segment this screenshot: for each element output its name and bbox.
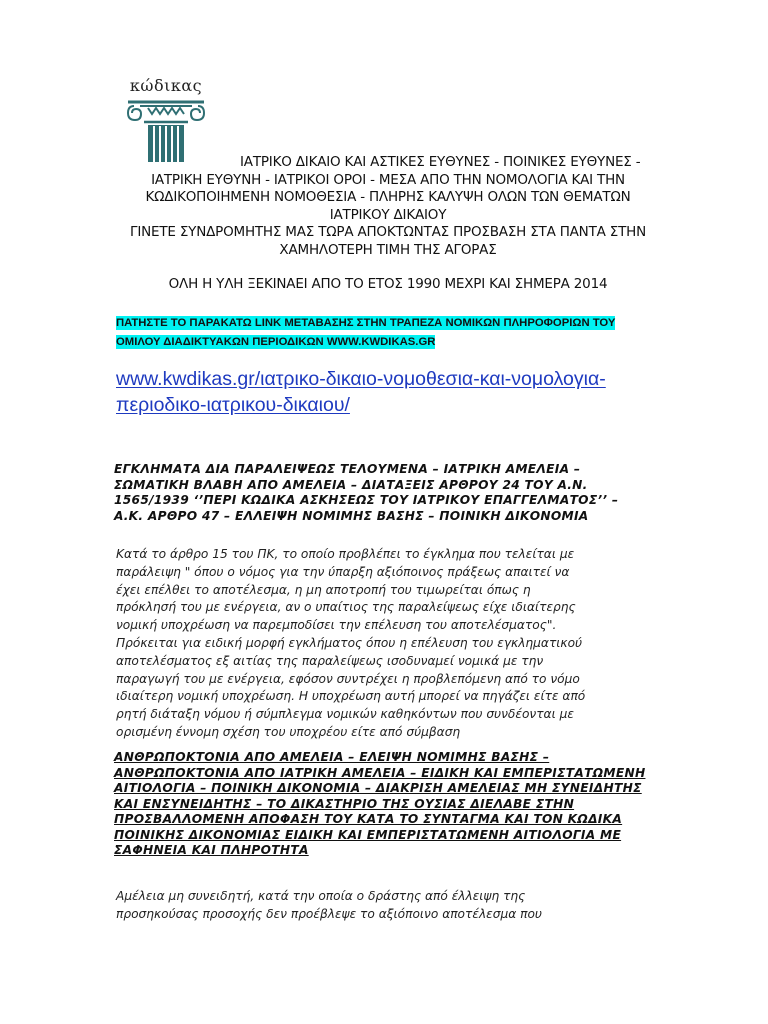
heading-line: ΑΙΤΙΟΛΟΓΙΑ – ΠΟΙΝΙΚΗ ΔΙΚΟΝΟΜΙΑ – ΔΙΑΚΡΙΣΗ ΑΜΕΛΕΙΑΣ ΜΗ ΣΥΝΕΙΔΗΤΗΣ xyxy=(114,781,642,795)
heading-line: ΣΩΜΑΤΙΚΗ ΒΛΑΒΗ ΑΠΟ ΑΜΕΛΕΙΑ – ΔΙΑΤΑΞΕΙΣ ΑΡΘΡΟΥ 24 ΤΟΥ Α.Ν. xyxy=(114,477,588,492)
logo-text: κώδικας xyxy=(129,76,203,95)
body-line: Αμέλεια μη συνειδητή, κατά την οποία ο δράστης από έλλειψη της xyxy=(116,889,526,903)
heading-line: 1565/1939 ‘’ΠΕΡΙ ΚΩΔΙΚΑ ΑΣΚΗΣΕΩΣ ΤΟΥ ΙΑΤΡΙΚΟΥ ΕΠΑΓΓΕΛΜΑΤΟΣ’’ – xyxy=(114,493,619,507)
heading-line: ΚΑΙ ΕΝΣΥΝΕΙΔΗΤΗΣ – ΤΟ ΔΙΚΑΣΤΗΡΙΟ ΤΗΣ ΟΥΣΙΑΣ ΔΙΕΛΑΒΕ ΣΤΗΝ xyxy=(114,796,575,811)
intro-line: ΙΑΤΡΙΚΗ ΕΥΘΥΝΗ - ΙΑΤΡΙΚΟΙ ΟΡΟΙ - ΜΕΣΑ ΑΠΟ ΤΗΝ ΝΟΜΟΛΟΓΙΑ ΚΑΙ ΤΗΝ xyxy=(151,171,625,188)
ionic-column-icon xyxy=(120,96,212,162)
heading-line: ΑΝΘΡΩΠΟΚΤΟΝΙΑ ΑΠΟ ΙΑΤΡΙΚΗ ΑΜΕΛΕΙΑ – ΕΙΔΙΚΗ ΚΑΙ ΕΜΠΕΡΙΣΤΑΤΩΜΕΝΗ xyxy=(114,765,646,780)
highlight-line: ΠΑΤΗΣΤΕ ΤΟ ΠΑΡΑΚΑΤΩ LINK ΜΕΤΑΒΑΣΗΣ ΣΤΗΝ ΤΡΑΠΕΖΑ ΝΟΜΙΚΩΝ ΠΛΗΡΟΦΟΡΙΩΝ ΤΟΥ xyxy=(116,317,616,329)
link-line[interactable]: www.kwdikas.gr/ιατρικο-δικαιο-νομοθεσια-και-νομολογια- xyxy=(116,368,606,390)
body-line: πρόκλησή του με ενέργεια, αν ο υπαίτιος της παραλείψεως είχε ιδιαίτερης xyxy=(116,600,576,615)
body-line: Πρόκειται για ειδική μορφή εγκλήματος όπου η επέλευση του εγκληματικού xyxy=(116,635,583,650)
intro-line: ΙΑΤΡΙΚΟΥ ΔΙΚΑΙΟΥ xyxy=(329,206,447,223)
intro-line: ΙΑΤΡΙΚΟ ΔΙΚΑΙΟ ΚΑΙ ΑΣΤΙΚΕΣ ΕΥΘΥΝΕΣ - ΠΟΙΝΙΚΕΣ ΕΥΘΥΝΕΣ - xyxy=(240,154,641,170)
intro-line: ΚΩΔΙΚΟΠΟΙΗΜΕΝΗ ΝΟΜΟΘΕΣΙΑ - ΠΛΗΡΗΣ ΚΑΛΥΨΗ ΟΛΩΝ ΤΩΝ ΘΕΜΑΤΩΝ xyxy=(145,189,631,205)
body-line: νομική υποχρέωση να παρεμποδίσει την επέλευση του αποτελέσματος". xyxy=(116,618,557,633)
body-line: έχει επέλθει το αποτέλεσμα, η μη αποτροπή του τιμωρείται όπως η xyxy=(116,582,531,597)
highlight-line: ΟΜΙΛΟΥ ΔΙΑΔΙΚΤΥΑΚΩΝ ΠΕΡΙΟΔΙΚΩΝ WWW.KWDIKAS.GR xyxy=(116,336,436,348)
heading-line: ΠΟΙΝΙΚΗΣ ΔΙΚΟΝΟΜΙΑΣ ΕΙΔΙΚΗ ΚΑΙ ΕΜΠΕΡΙΣΤΑΤΩΜΕΝΗ ΑΙΤΙΟΛΟΓΙΑ ΜΕ xyxy=(114,827,622,842)
coverage-range-text: ΟΛΗ Η ΥΛΗ ΞΕΚΙΝΑΕΙ ΑΠΟ ΤΟ ΕΤΟΣ 1990 ΜΕΧΡΙ ΚΑΙ ΣΗΜΕΡΑ 2014 xyxy=(168,276,608,292)
body-line: αποτελέσματος εξ αιτίας της παραλείψεως ισοδυναμεί νομικά με την xyxy=(116,653,544,668)
heading-line: ΕΓΚΛΗΜΑΤΑ ΔΙΑ ΠΑΡΑΛΕΙΨΕΩΣ ΤΕΛΟΥΜΕΝΑ – ΙΑΤΡΙΚΗ ΑΜΕΛΕΙΑ – xyxy=(114,462,581,476)
section-body xyxy=(116,888,656,924)
section-heading xyxy=(114,750,652,859)
kodikas-logo xyxy=(120,76,212,162)
body-line: προσηκούσας προσοχής δεν προέβλεψε το αξιόποινο αποτέλεσμα που xyxy=(116,906,542,921)
section-heading xyxy=(114,462,652,524)
heading-line: Α.Κ. ΑΡΘΡΟ 47 – ΕΛΛΕΙΨΗ ΝΟΜΙΜΗΣ ΒΑΣΗΣ – ΠΟΙΝΙΚΗ ΔΙΚΟΝΟΜΙΑ xyxy=(114,508,589,523)
intro-block xyxy=(100,154,676,294)
heading-line: ΑΝΘΡΩΠΟΚΤΟΝΙΑ ΑΠΟ ΑΜΕΛΕΙΑ – ΕΛΕΙΨΗ ΝΟΜΙΜΗΣ ΒΑΣΗΣ – xyxy=(114,750,550,764)
kwdikas-medical-law-link[interactable] xyxy=(116,366,676,418)
body-line: ορισμένη έννομη σχέση του υποχρέου είτε από σύμβαση xyxy=(116,724,461,739)
body-line: παραγωγή του με ενέργεια, εφόσον συντρέχει η προβλεπόμενη από το νόμο xyxy=(116,671,580,686)
section-body xyxy=(116,546,656,742)
intro-line: ΓΙΝΕΤΕ ΣΥΝΔΡΟΜΗΤΗΣ ΜΑΣ ΤΩΡΑ ΑΠΟΚΤΩΝΤΑΣ ΠΡΟΣΒΑΣΗ ΣΤΑ ΠΑΝΤΑ ΣΤΗΝ xyxy=(130,224,646,240)
intro-line: ΧΑΜΗΛΟΤΕΡΗ ΤΙΜΗ ΤΗΣ ΑΓΟΡΑΣ xyxy=(279,241,497,258)
body-line: παράλειψη " όπου ο νόμος για την ύπαρξη αξιόποινος πράξεως απαιτεί να xyxy=(116,564,570,579)
body-line: Κατά το άρθρο 15 του ΠΚ, το οποίο προβλέπει το έγκλημα που τελείται με xyxy=(116,547,575,561)
body-line: ιδιαίτερη νομική υποχρέωση. Η υποχρέωση αυτή μπορεί να πηγάζει είτε από xyxy=(116,689,586,704)
heading-line: ΣΑΦΗΝΕΙΑ ΚΑΙ ΠΛΗΡΟΤΗΤΑ xyxy=(114,843,309,857)
link-instruction-highlight xyxy=(116,314,656,352)
heading-line: ΠΡΟΣΒΑΛΛΟΜΕΝΗ ΑΠΟΦΑΣΗ ΤΟΥ ΚΑΤΑ ΤΟ ΣΥΝΤΑΓΜΑ ΚΑΙ ΤΟΝ ΚΩΔΙΚΑ xyxy=(114,812,623,826)
body-line: ρητή διάταξη νόμου ή σύμπλεγμα νομικών καθηκόντων που συνδέονται με xyxy=(116,707,574,722)
link-line[interactable]: περιοδικο-ιατρικου-δικαιου/ xyxy=(116,394,350,416)
